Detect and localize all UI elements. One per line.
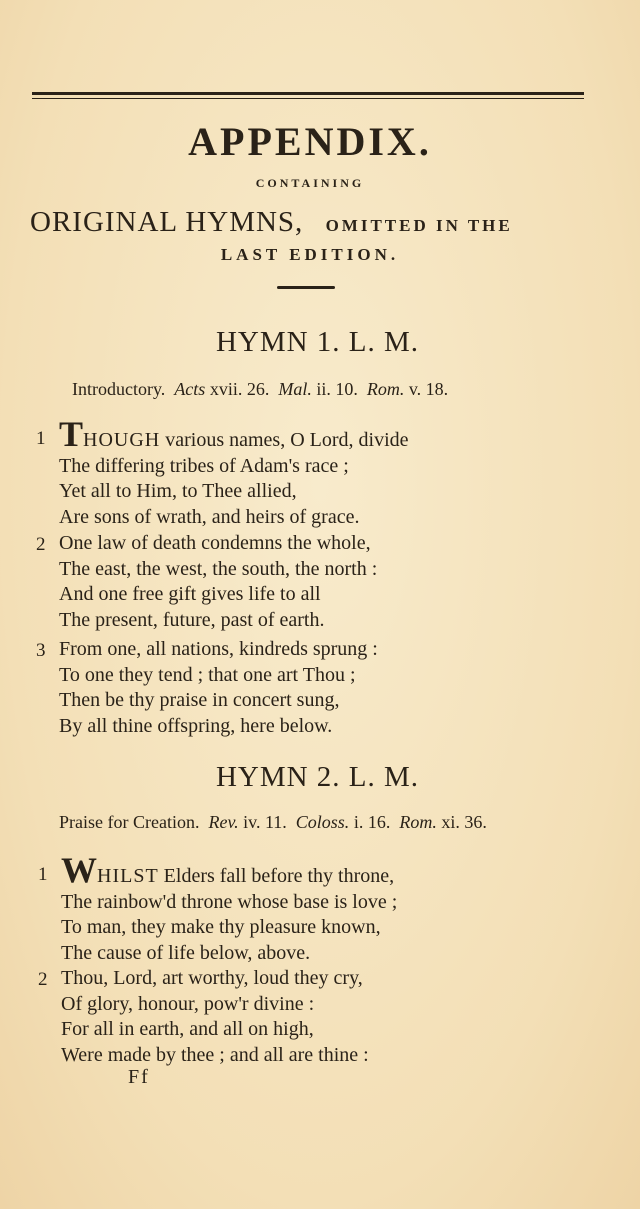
stanza-line: Then be thy praise in concert sung, [59,689,340,711]
hymn2-ref2-book: Coloss. [295,812,350,832]
hymn2-title: HYMN 2. L. M. [215,761,420,793]
hymn1-subtitle [72,379,448,400]
original-hymns-text: ORIGINAL HYMNS, [30,206,304,238]
first-word-caps: HILST [97,865,159,887]
hymn1-stanza-1 [36,414,409,530]
hymn1-ref3-loc: v. 18. [408,379,449,399]
first-word-caps: HOUGH [83,429,161,451]
stanza-line: Thou, Lord, art worthy, loud they cry, [61,967,363,989]
stanza-line: Are sons of wrath, and heirs of grace. [59,505,360,528]
stanza-line: To one they tend ; that one art Thou ; [59,663,356,686]
stanza-number: 2 [36,534,46,555]
signature-mark: Ff [128,1066,150,1088]
hymn2-stanza-1 [38,850,398,966]
stanza-line: One law of death condemns the whole, [59,532,371,554]
original-hymns-heading [30,206,513,239]
drop-cap: W [61,850,97,890]
stanza-line [59,414,409,454]
stanza-line: From one, all nations, kindreds sprung : [59,638,378,660]
stanza-line: Yet all to Him, to Thee allied, [59,480,297,502]
hymn2-ref3-book: Rom. [399,812,437,832]
hymn2-stanza-2 [38,966,369,1068]
hymn1-subtitle-label: Introductory. [72,379,166,399]
stanza-number: 1 [36,428,46,449]
stanza-line: The differing tribes of Adam's race ; [59,454,349,477]
stanza-line: Of glory, honour, pow'r divine : [61,992,315,1015]
hymn1-ref2-book: Mal. [278,379,312,399]
hymn1-title: HYMN 1. L. M. [215,326,420,358]
hymn2-ref3-loc: xi. 36. [441,812,487,832]
stanza-line: For all in earth, and all on high, [61,1018,314,1040]
omitted-text: OMITTED IN THE [325,216,513,235]
hymn2-ref1-book: Rev. [208,812,239,832]
hymn1-stanza-2 [36,531,377,633]
stanza-line: The rainbow'd throne whose base is love ; [61,890,398,913]
last-edition-text: LAST EDITION. [220,245,400,264]
appendix-title: APPENDIX. [188,119,432,164]
containing-label: CONTAINING [255,176,365,190]
stanza-line: The present, future, past of earth. [59,608,325,631]
first-line-rest: Elders fall before thy throne, [158,865,395,887]
hymn1-ref1-book: Acts [174,379,206,399]
hymn1-ref2-loc: ii. 10. [316,379,358,399]
stanza-line: By all thine offspring, here below. [59,714,333,737]
stanza-line: The cause of life below, above. [61,941,311,964]
hymn1-ref1-loc: xvii. 26. [209,379,270,399]
stanza-line [61,850,397,890]
stanza-number: 2 [38,969,48,990]
stanza-line: The east, the west, the south, the north : [59,557,378,580]
hymn2-ref2-loc: i. 16. [353,812,391,832]
stanza-number: 3 [36,640,46,661]
hymn2-ref1-loc: iv. 11. [243,812,287,832]
stanza-line: And one free gift gives life to all [59,583,321,605]
hymn2-subtitle [59,812,487,833]
stanza-line: To man, they make thy pleasure known, [61,916,381,938]
first-line-rest: various names, O Lord, divide [160,429,409,451]
stanza-number: 1 [38,864,48,885]
drop-cap: T [59,414,84,454]
hymn1-stanza-3 [36,637,378,739]
hymn1-ref3-book: Rom. [366,379,405,399]
hymn2-subtitle-label: Praise for Creation. [59,812,200,832]
top-rule-thick [32,92,584,95]
stanza-line: Were made by thee ; and all are thine : [61,1043,369,1066]
top-rule-thin [32,98,584,99]
ornament-rule [277,286,335,289]
